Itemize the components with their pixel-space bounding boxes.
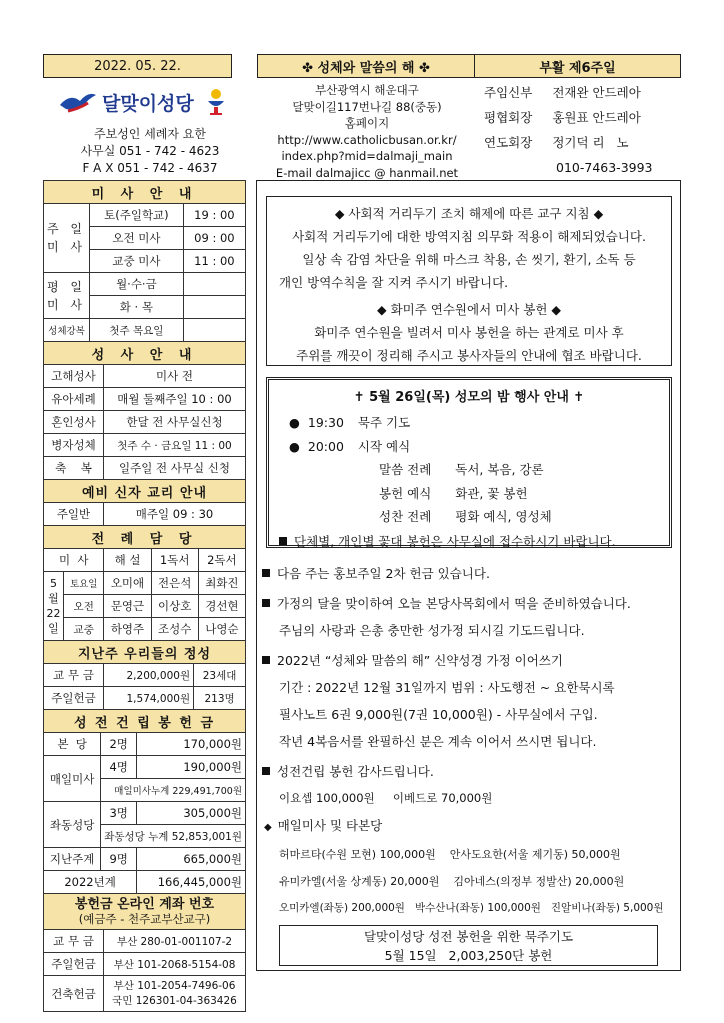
motto-text: ✤ 성체와 말씀의 해 ✤ (302, 60, 430, 76)
email-text[interactable]: E-mail dalmajicc @ hanmail.net (275, 165, 459, 180)
parish-logo (58, 86, 248, 118)
building-label: 본 당 (44, 733, 101, 756)
staff-name: 홍원표 안드레아 (552, 110, 641, 125)
news-item (262, 758, 680, 785)
sacrament-value: 첫주 수 · 금요일 11 : 00 (104, 434, 246, 457)
account-number[interactable]: 부산 101-2054-7496-06 (113, 979, 236, 992)
homepage-url-1[interactable]: http://www.catholicbusan.or.kr/ (277, 132, 457, 147)
sincerity-amount: 1,574,000원 (104, 687, 194, 710)
sincerity-title: 지난주 우리들의 정성 (44, 641, 246, 664)
building-amount: 170,000원 (137, 733, 246, 756)
parish-name: 달맞이성당 (102, 92, 194, 115)
weekday-days: 월·수·금 (90, 273, 184, 296)
donor-text: 이요셉 100,000원 이베드로 70,000원 (279, 791, 493, 805)
sacrament-name: 병자성체 (44, 434, 104, 457)
building-total: 좌동성당 누계 52,853,001원 (101, 825, 246, 848)
news-text: 다음 주는 홍보주일 2차 헌금 있습니다. (277, 566, 490, 581)
staff-role: 연도회장 (484, 135, 533, 150)
building-total: 매일미사누계 229,491,700원 (101, 779, 246, 802)
notice-line: 사회적 거리두기에 대한 방역지침 의무화 적용이 해제되었습니다. (292, 229, 646, 244)
liturgy-cell: 하영주 (104, 618, 151, 641)
weekday-mass-label: 평 일 미 사 (44, 273, 90, 319)
date-text: 2022. 05. 22. (94, 58, 181, 74)
event-box (266, 377, 672, 548)
liturgy-header: 2독서 (198, 549, 245, 572)
building-amount: 305,000원 (137, 802, 246, 825)
news-text: 2022년 “성체와 말씀의 해” 신약성경 가정 이어쓰기 (277, 653, 563, 668)
sacrament-value: 일주일 전 사무실 신청 (104, 457, 246, 480)
event-note (269, 532, 669, 550)
liturgy-cell: 전은석 (151, 572, 198, 595)
mass-time: 11 : 00 (183, 250, 245, 273)
staff-row (484, 130, 684, 155)
donor-row (262, 841, 680, 868)
notice-title: ◆ 화미주 연수원에서 미사 봉헌 ◆ (377, 302, 561, 317)
donor-text: 오미카엘(좌동) 200,000원 (279, 902, 405, 914)
donor-row (262, 868, 680, 895)
liturgy-header: 1독서 (151, 549, 198, 572)
notice-line: 주위를 깨끗이 정리해 주시고 봉사자들의 안내에 협조 바랍니다. (296, 348, 642, 363)
liturgy-header: 미 사 (44, 549, 104, 572)
staff-role: 주임신부 (484, 85, 533, 100)
account-number[interactable]: 부산 101-2068-5154-08 (104, 953, 246, 976)
event-sub-name: 말씀 전례 (379, 462, 432, 477)
phone-text: 사무실 051 - 742 - 4623 (80, 144, 220, 158)
building-label: 좌동성당 (44, 802, 101, 848)
sacrament-name: 유아세례 (44, 388, 104, 411)
news-item (262, 812, 680, 841)
address-line-1: 부산광역시 해운대구 (315, 83, 419, 97)
mass-time: 09 : 00 (183, 227, 245, 250)
liturgy-cell: 이상호 (151, 595, 198, 618)
liturgy-date: 5월 22일 (44, 572, 64, 641)
notice-title: ◆ 사회적 거리두기 조치 해제에 따른 교구 지침 ◆ (334, 206, 604, 221)
account-number[interactable]: 국민 126301-04-363426 (112, 994, 237, 1007)
event-item: ● 20:00 시작 예식 (289, 438, 411, 454)
staff-role: 평협회장 (484, 110, 533, 125)
catechism-title: 예비 신자 교리 안내 (44, 480, 246, 503)
notice-line: 화미주 연수원을 빌려서 미사 봉헌을 하는 관계로 미사 후 (314, 325, 624, 340)
news-text: 매일미사 및 타본당 (277, 818, 383, 833)
building-title: 성 전 건 립 봉 헌 금 (44, 710, 246, 733)
donor-text: 박수산나(좌동) 100,000원 (414, 902, 541, 914)
mass-name: 토(주일학교) (90, 204, 184, 227)
notice-line: 일상 속 감염 차단을 위해 마스크 착용, 손 씻기, 환기, 소독 등 (302, 252, 636, 267)
chalice-icon (204, 87, 228, 117)
sincerity-name: 교 무 금 (44, 664, 104, 687)
patron-text: 주보성인 세례자 요한 (94, 127, 206, 141)
event-subitem (289, 482, 669, 506)
liturgy-table (43, 525, 246, 641)
notice-line: 개인 방역수칙을 잘 지켜 주시기 바랍니다. (279, 275, 509, 290)
left-column (43, 180, 246, 1012)
staff-name: 전재완 안드레아 (552, 85, 641, 100)
sacrament-name: 축 복 (44, 457, 104, 480)
liturgy-header: 해 설 (104, 549, 151, 572)
sacrament-title: 성 사 안 내 (44, 342, 246, 365)
account-subtitle: (예금주 - 천주교부산교구) (78, 911, 211, 926)
event-subitem (289, 458, 669, 482)
donor-text: 안사도요한(서울 제기동) 50,000원 (449, 848, 621, 861)
event-sub-desc: 평화 예식, 영성체 (455, 509, 552, 524)
sunday-mass-label: 주 일 미 사 (44, 204, 90, 273)
rosary-title: 달맞이성당 성전 봉헌을 위한 묵주기도 (363, 929, 574, 944)
mass-time: 19 : 00 (183, 204, 245, 227)
news-text: 기간 : 2022년 12월 31일까지 범위 : 사도행전 ~ 요한묵시록 (279, 680, 615, 695)
news-item (262, 590, 680, 617)
mass-name: 교중 미사 (90, 250, 184, 273)
sacrament-value: 매월 둘째주일 10 : 00 (104, 388, 246, 411)
liturgy-cell: 오미애 (104, 572, 151, 595)
event-item: ● 19:30 묵주 기도 (289, 415, 411, 430)
account-name: 교 무 금 (44, 930, 104, 953)
catechism-label: 주일반 (44, 503, 104, 526)
event-note-text: 단체별, 개인별 꽃대 봉헌은 사무실에 접수하시기 바랍니다. (294, 533, 616, 549)
event-time: 20:00 (307, 438, 344, 454)
liturgy-cell: 나영순 (198, 618, 245, 641)
building-amount: 665,000원 (137, 848, 246, 871)
address-line-2: 달맞이길117번나길 88(중동) (292, 99, 442, 114)
liturgy-mass: 오전 (64, 595, 104, 618)
sincerity-amount: 2,200,000원 (104, 664, 194, 687)
square-bullet-icon (262, 599, 270, 607)
event-sub-name: 봉헌 예식 (379, 485, 432, 501)
news-text: 필사노트 6권 9,000원(7권 10,000원) - 사무실에서 구입. (279, 707, 598, 722)
staff-row (484, 80, 684, 105)
liturgy-cell: 경선현 (198, 595, 245, 618)
staff-row (484, 105, 684, 130)
event-sub-desc: 독서, 복음, 강론 (455, 462, 544, 477)
account-name: 주일헌금 (44, 953, 104, 976)
sunday-text: 부활 제6주일 (539, 60, 616, 76)
sacrament-name: 고해성사 (44, 365, 104, 388)
building-fund-table (43, 709, 246, 894)
sincerity-name: 주일헌금 (44, 687, 104, 710)
liturgy-title: 전 례 담 당 (44, 526, 246, 549)
building-year-label: 2022년계 (44, 871, 137, 894)
mass-name: 오전 미사 (90, 227, 184, 250)
building-label: 지난주계 (44, 848, 101, 871)
header-sunday (475, 54, 681, 78)
catechism-value: 매주일 09 : 30 (104, 503, 246, 526)
adoration-value: 첫주 목요일 (90, 319, 184, 342)
liturgy-cell: 문영근 (104, 595, 151, 618)
fax-text: F A X 051 - 742 - 4637 (82, 161, 218, 175)
weekday-days: 화 · 목 (90, 296, 184, 319)
building-count: 4명 (101, 756, 137, 779)
sacrament-value: 한달 전 사무실신청 (104, 411, 246, 434)
donor-row (262, 895, 680, 922)
square-bullet-icon (262, 656, 270, 664)
account-table (43, 893, 246, 1012)
event-sub-desc: 화관, 꽃 봉헌 (455, 485, 528, 501)
news-text: 성전건립 봉헌 감사드립니다. (277, 764, 434, 779)
diamond-bullet-icon: ◆ (264, 822, 272, 833)
event-title: ✝ 5월 26일(목) 성모의 밤 행사 안내 ✝ (353, 390, 585, 405)
news-text: 작년 4복음서를 완필하신 분은 계속 이어서 쓰시면 됩니다. (279, 734, 597, 749)
news-text: 가정의 달을 맞이하여 오늘 본당사목회에서 떡을 준비하였습니다. (277, 596, 631, 611)
building-amount: 190,000원 (137, 756, 246, 779)
header-date (43, 54, 232, 78)
donor-text: 김아네스(의정부 정발산) 20,000원 (453, 875, 625, 888)
building-count: 3명 (101, 802, 137, 825)
building-count: 2명 (101, 733, 137, 756)
square-bullet-icon (279, 537, 287, 545)
rosary-box (279, 925, 658, 966)
header-motto (257, 54, 475, 78)
dove-icon (58, 89, 98, 115)
account-title: 봉헌금 온라인 계좌 번호 (74, 896, 215, 912)
liturgy-mass: 교중 (64, 618, 104, 641)
homepage-label: 홈페이지 (344, 116, 390, 131)
liturgy-mass: 토요일 (64, 572, 104, 595)
news-item (262, 647, 680, 674)
rosary-value: 5월 15일 2,003,250단 봉헌 (384, 948, 553, 963)
staff-phone: 010-7463-3993 (556, 160, 653, 175)
adoration-label: 성체강복 (44, 319, 90, 342)
account-build-cell (104, 976, 246, 1012)
sincerity-table (43, 640, 246, 710)
square-bullet-icon (262, 767, 270, 775)
mass-table (43, 180, 246, 342)
event-desc: 시작 예식 (357, 438, 411, 454)
account-number[interactable]: 부산 280-01-001107-2 (104, 930, 246, 953)
news-section (262, 560, 680, 922)
square-bullet-icon (262, 569, 270, 577)
liturgy-cell: 조성수 (151, 618, 198, 641)
account-name: 건축헌금 (44, 976, 104, 1012)
sincerity-count: 213명 (194, 687, 246, 710)
notice-box (266, 196, 672, 366)
news-text: 주님의 사랑과 은총 충만한 성가정 되시길 기도드립니다. (279, 623, 585, 638)
event-subitem (289, 505, 669, 529)
donor-text: 유미카엘(서울 상계동) 20,000원 (279, 875, 440, 888)
building-label: 매일미사 (44, 756, 101, 802)
homepage-url-2[interactable]: index.php?mid=dalmaji_main (281, 149, 453, 164)
account-title-cell (44, 894, 246, 930)
news-item (262, 560, 680, 587)
building-count: 9명 (101, 848, 137, 871)
sincerity-count: 23세대 (194, 664, 246, 687)
sacrament-value: 미사 전 (104, 365, 246, 388)
sacrament-name: 혼인성사 (44, 411, 104, 434)
building-year-amount: 166,445,000원 (137, 871, 246, 894)
event-desc: 묵주 기도 (357, 415, 411, 430)
mass-title: 미 사 안 내 (44, 181, 246, 204)
staff-name: 정기덕 리 노 (552, 135, 629, 150)
donor-text: 허마르타(수원 모현) 100,000원 (279, 848, 436, 861)
event-time: 19:30 (307, 415, 344, 430)
liturgy-cell: 최화진 (198, 572, 245, 595)
donor-text: 진알비나(좌동) 5,000원 (550, 902, 664, 914)
event-sub-name: 성찬 전례 (379, 509, 432, 524)
sacrament-table (43, 341, 246, 526)
